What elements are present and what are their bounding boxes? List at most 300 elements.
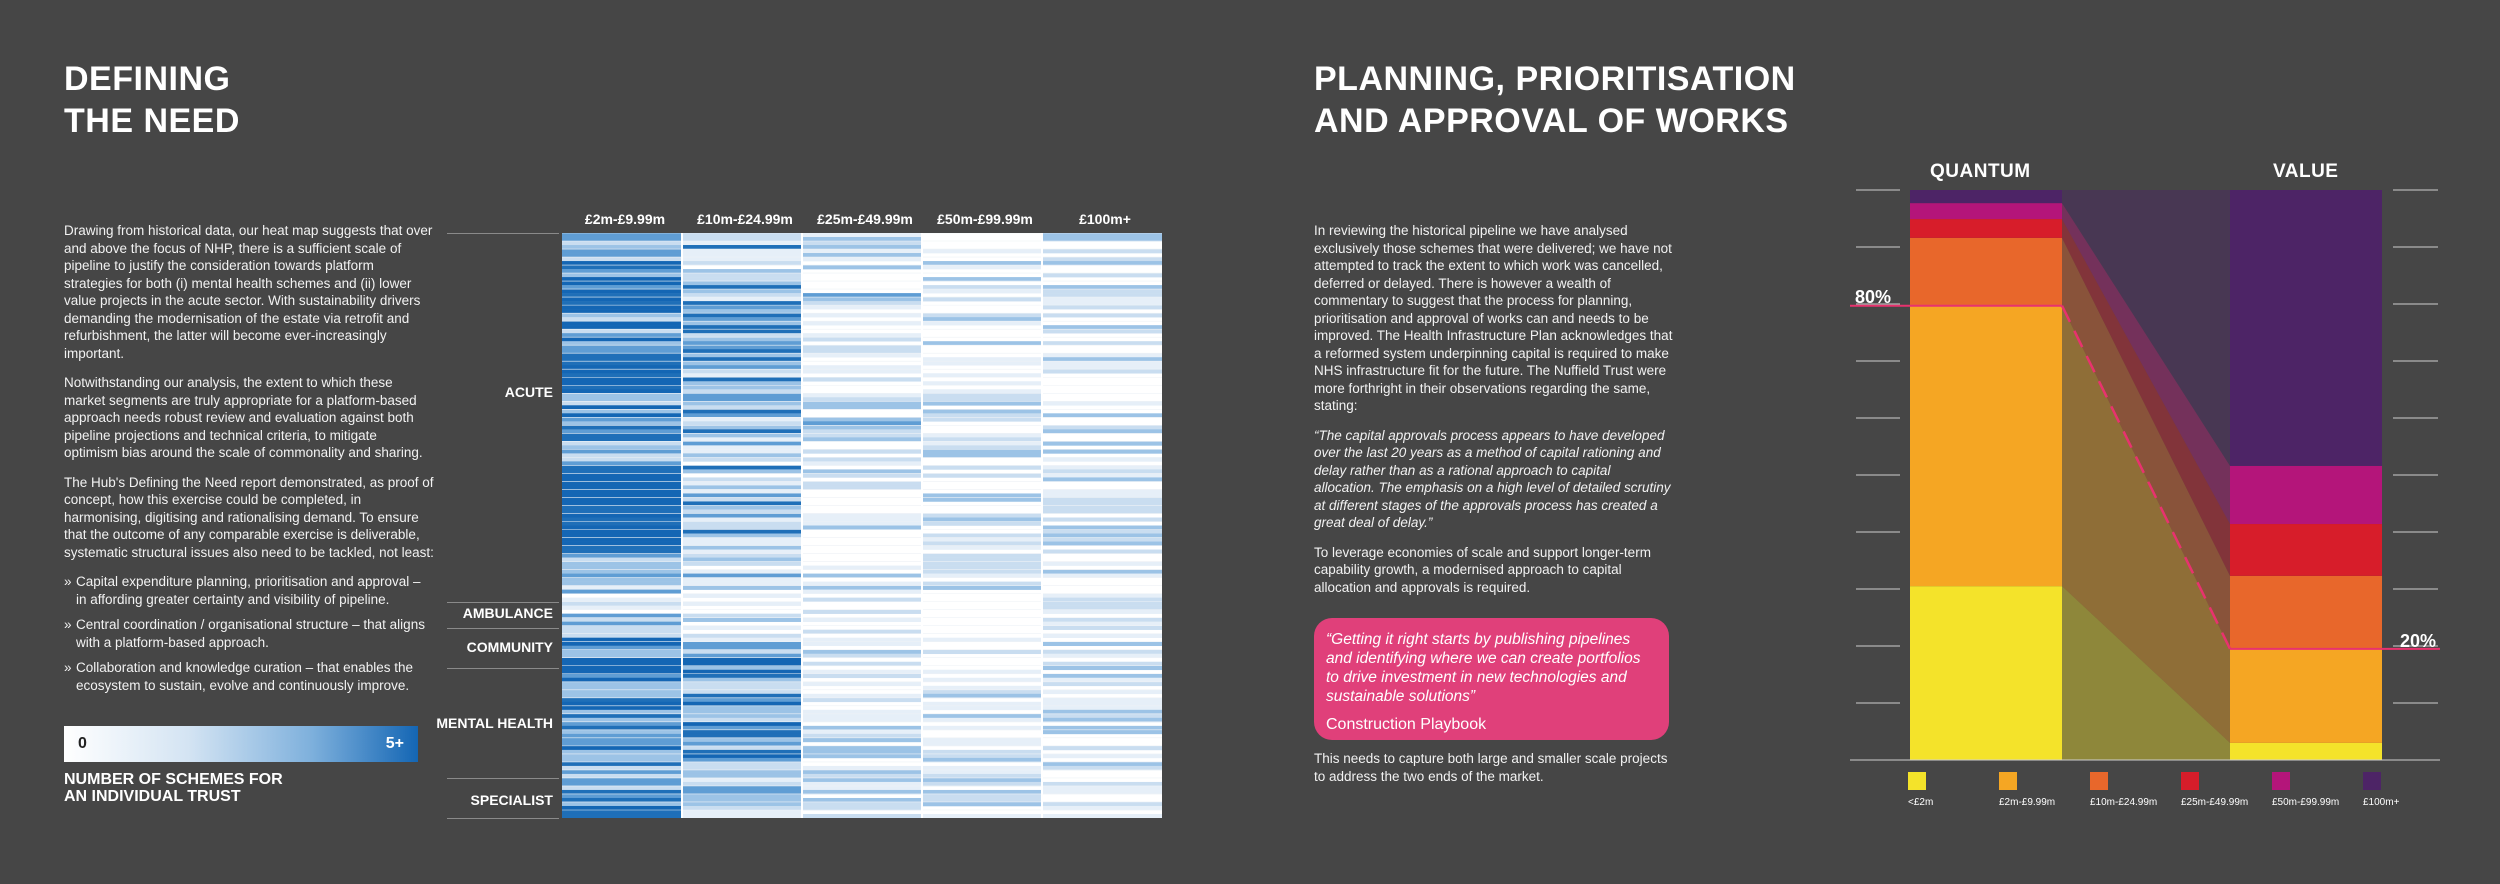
heatmap-cell	[562, 786, 682, 790]
legend-max-value: 5+	[385, 735, 404, 752]
heatmap-cell	[1042, 610, 1162, 614]
chart-bar-segment-value	[2230, 576, 2382, 649]
heatmap-cell	[802, 766, 922, 770]
heatmap-cell	[562, 421, 682, 425]
heatmap-cell	[682, 345, 802, 349]
heatmap-cell	[682, 297, 802, 301]
heatmap-cell	[922, 465, 1042, 469]
heatmap-cell	[562, 357, 682, 361]
heatmap-cell	[562, 401, 682, 405]
heatmap-cell	[562, 622, 682, 626]
heatmap-cell	[682, 626, 802, 630]
heatmap-cell	[562, 570, 682, 574]
paragraph: To leverage economies of scale and support longer-term capability growth, a modernised approach to capital allocation and approvals is required.	[1314, 544, 1651, 595]
heatmap-cell	[562, 762, 682, 766]
heatmap-cell	[682, 530, 802, 534]
heatmap-cell	[682, 517, 802, 521]
heatmap-cell	[922, 513, 1042, 517]
chart-bar-segment-value	[2230, 743, 2382, 760]
heatmap-cell	[922, 285, 1042, 289]
heatmap-cell	[682, 694, 802, 698]
heatmap-cell	[562, 433, 682, 437]
heatmap-cell	[802, 774, 922, 778]
heatmap-cell	[682, 381, 802, 385]
bullet-item: » Central coordination / organisational structure – that aligns with a platform-based approach.	[64, 616, 434, 651]
heatmap-cell	[562, 798, 682, 802]
heatmap-cell	[562, 353, 682, 357]
heatmap-cell	[682, 730, 802, 734]
heatmap-cell	[802, 429, 922, 433]
heatmap-cell	[922, 313, 1042, 317]
chart-legend-swatch	[2090, 772, 2108, 790]
chart-legend-label: <£2m	[1908, 797, 1934, 808]
heatmap-cell	[562, 449, 682, 453]
heatmap-cell	[802, 586, 922, 590]
heatmap-cell	[682, 521, 802, 525]
heatmap-cell	[562, 726, 682, 730]
heatmap-cell	[682, 245, 802, 249]
heatmap-cell	[1042, 369, 1162, 373]
callout-source: Construction Playbook	[1326, 716, 1487, 733]
heatmap-cell	[562, 377, 682, 381]
heatmap-cell	[682, 762, 802, 766]
heatmap-cell	[682, 353, 802, 357]
heatmap-cell	[562, 590, 682, 594]
heatmap-cell	[682, 538, 802, 542]
heatmap-cell	[682, 369, 802, 373]
heatmap-cell	[1042, 690, 1162, 694]
heatmap-cell	[682, 798, 802, 802]
heatmap-cell	[562, 349, 682, 353]
chart-bar-segment-value	[2230, 190, 2382, 466]
heatmap-cell	[682, 429, 802, 433]
heatmap-cell	[562, 638, 682, 642]
heatmap-cell	[682, 321, 802, 325]
heatmap-cell	[802, 638, 922, 642]
heatmap-cell	[802, 469, 922, 473]
heatmap-cell	[922, 774, 1042, 778]
heatmap-cell	[682, 445, 802, 449]
heatmap-cell	[922, 794, 1042, 798]
heatmap-row-label-mental-health: MENTAL HEALTH	[436, 715, 553, 731]
heatmap-cell	[682, 534, 802, 538]
heatmap-cell	[562, 534, 682, 538]
heatmap-cell	[802, 397, 922, 401]
heatmap-cell	[682, 698, 802, 702]
chart-legend-label: £10m-£24.99m	[2090, 797, 2158, 808]
heatmap-cell	[562, 654, 682, 658]
heatmap-cell	[682, 562, 802, 566]
heatmap-cell	[922, 277, 1042, 281]
heatmap-cell	[922, 770, 1042, 774]
heatmap-cell	[682, 674, 802, 678]
chart-bar-segment-quantum	[1910, 306, 2062, 586]
heatmap-cell	[922, 357, 1042, 361]
chart-bar-segment-quantum	[1910, 190, 2062, 203]
heatmap-cell	[682, 397, 802, 401]
heatmap-cell	[1042, 257, 1162, 261]
heatmap-cell	[562, 457, 682, 461]
heatmap-row-label-ambulance: AMBULANCE	[462, 605, 553, 621]
heatmap-cell	[1042, 698, 1162, 702]
heatmap-cell	[922, 397, 1042, 401]
heatmap-cell	[1042, 746, 1162, 750]
chart-annotation-20: 20%	[2400, 631, 2437, 651]
heatmap-cell	[802, 654, 922, 658]
paragraph: In reviewing the historical pipeline we have analysed exclusively those schemes that were delivered; we have not attempted to track the extent to which work was cancelled, deferred or delayed. There is however a wealth of commentary to suggest that the process for planning, prioritisation and approval of works can and needs to be improved. The Health Infrastructure Plan acknowledges that a reformed system underpinning capital is required to make NHS infrastructure fit for the future. The Nuffield Trust were more forthright in their observations regarding the same, stating:	[1314, 223, 1673, 413]
heatmap-cell	[682, 810, 802, 814]
heatmap-cell	[802, 582, 922, 586]
heatmap-cell	[922, 754, 1042, 758]
chart-bar-segment-value	[2230, 466, 2382, 524]
heatmap-cell	[1042, 237, 1162, 241]
heatmap-cell	[562, 578, 682, 582]
heatmap-cell	[682, 666, 802, 670]
heatmap-cell	[1042, 562, 1162, 566]
chart-bar-segment-quantum	[1910, 238, 2062, 306]
heatmap-cell	[562, 658, 682, 662]
heatmap-cell	[682, 293, 802, 297]
heatmap-cell	[682, 570, 802, 574]
heatmap-cell	[1042, 786, 1162, 790]
heatmap-cell	[1042, 674, 1162, 678]
heatmap-cell	[562, 782, 682, 786]
heatmap-cell	[562, 586, 682, 590]
heatmap-cell	[922, 297, 1042, 301]
heatmap-cell	[802, 521, 922, 525]
heatmap-cell	[682, 802, 802, 806]
heatmap-cell	[682, 349, 802, 353]
heatmap-cell	[562, 674, 682, 678]
chart-annotation-80: 80%	[1855, 287, 1892, 307]
heatmap-cell	[922, 798, 1042, 802]
heatmap-cell	[802, 610, 922, 614]
heatmap-cell	[562, 441, 682, 445]
heatmap-cell	[562, 489, 682, 493]
heatmap-cell	[682, 706, 802, 710]
heatmap-cell	[682, 686, 802, 690]
chart-bar-label-value: VALUE	[2273, 161, 2339, 182]
heatmap-cell	[562, 526, 682, 530]
heatmap-cell	[922, 317, 1042, 321]
chart-bar-segment-quantum	[1910, 203, 2062, 219]
heatmap-cell	[802, 449, 922, 453]
heatmap-cell	[1042, 782, 1162, 786]
heatmap-cell	[682, 469, 802, 473]
heatmap-cell	[1042, 762, 1162, 766]
heatmap-cell	[682, 710, 802, 714]
heatmap-cell	[682, 638, 802, 642]
heatmap-cell	[802, 814, 922, 818]
heatmap-cell	[562, 558, 682, 562]
heatmap-cell	[682, 301, 802, 305]
heatmap-cell	[1042, 261, 1162, 265]
heatmap-cell	[562, 694, 682, 698]
heatmap-cell	[922, 638, 1042, 642]
heatmap-cell	[802, 738, 922, 742]
heatmap-cell	[922, 433, 1042, 437]
heatmap-cell	[1042, 329, 1162, 333]
heatmap-cell	[1042, 754, 1162, 758]
heatmap-cell	[682, 814, 802, 818]
heatmap-cell	[682, 678, 802, 682]
heatmap-cell	[562, 297, 682, 301]
heatmap-cell	[562, 473, 682, 477]
legend-label-line: NUMBER OF SCHEMES FOR	[64, 771, 283, 788]
heatmap-cell	[562, 485, 682, 489]
heatmap-cell	[1042, 626, 1162, 630]
page-title-right	[1314, 58, 1796, 142]
heatmap-cell	[1042, 574, 1162, 578]
heatmap-cell	[682, 790, 802, 794]
heatmap-column-header: £10m-£24.99m	[697, 211, 793, 227]
heatmap-cell	[682, 421, 802, 425]
heatmap-cell	[682, 249, 802, 253]
heatmap-cell	[562, 309, 682, 313]
heatmap-cell	[682, 578, 802, 582]
heatmap-cell	[562, 493, 682, 497]
heatmap-cell	[922, 441, 1042, 445]
heatmap-cell	[1042, 718, 1162, 722]
heatmap-cell	[562, 317, 682, 321]
closing-text	[1314, 750, 1674, 797]
heatmap-cell	[562, 678, 682, 682]
heatmap-cell	[682, 393, 802, 397]
heatmap-cell	[562, 806, 682, 810]
heatmap-cell	[562, 265, 682, 269]
heatmap-cell	[1042, 726, 1162, 730]
heatmap-cell	[1042, 530, 1162, 534]
heatmap-cell	[682, 389, 802, 393]
heatmap-cell	[802, 257, 922, 261]
heatmap-cell	[922, 265, 1042, 269]
heatmap-cell	[562, 509, 682, 513]
heatmap-cell	[562, 413, 682, 417]
chart-legend-swatch	[2181, 772, 2199, 790]
heatmap-cell	[682, 257, 802, 261]
chart-bar-segment-quantum	[1910, 586, 2062, 760]
heatmap-cell	[1042, 526, 1162, 530]
heatmap-cell	[802, 321, 922, 325]
heatmap-cell	[922, 453, 1042, 457]
heatmap-cell	[562, 750, 682, 754]
heatmap-cell	[562, 706, 682, 710]
heatmap-cell	[562, 405, 682, 409]
heatmap-cell	[682, 734, 802, 738]
heatmap-cell	[562, 273, 682, 277]
heatmap-cell	[1042, 489, 1162, 493]
heatmap-cell	[1042, 570, 1162, 574]
heatmap-cell	[922, 694, 1042, 698]
heatmap-cell	[562, 730, 682, 734]
heatmap-cell	[682, 401, 802, 405]
heatmap-cell	[562, 345, 682, 349]
heatmap-column-header: £100m+	[1079, 211, 1131, 227]
heatmap-row-label-specialist: SPECIALIST	[470, 792, 553, 808]
chart-legend-item	[2181, 772, 2272, 808]
heatmap-cell	[562, 469, 682, 473]
heatmap-cell	[682, 750, 802, 754]
heatmap-cell	[802, 682, 922, 686]
heatmap-cell	[562, 381, 682, 385]
heatmap-cell	[562, 253, 682, 257]
title-line: AND APPROVAL OF WORKS	[1314, 102, 1789, 140]
heatmap-cell	[1042, 365, 1162, 369]
heatmap-cell	[1042, 650, 1162, 654]
heatmap-cell	[682, 273, 802, 277]
heatmap-cell	[922, 341, 1042, 345]
heatmap-cell	[922, 758, 1042, 762]
heatmap-cell	[682, 746, 802, 750]
heatmap-cell	[802, 473, 922, 477]
heatmap-cell	[802, 249, 922, 253]
heatmap-cell	[562, 738, 682, 742]
heatmap-cell	[682, 670, 802, 674]
chart-legend-swatch	[2363, 772, 2381, 790]
heatmap-cell	[562, 670, 682, 674]
bullet-item: » Capital expenditure planning, prioritisation and approval – in affording greater certainty and visibility of pipeline.	[64, 573, 434, 608]
heatmap-cell	[562, 245, 682, 249]
heatmap-cell	[802, 750, 922, 754]
heatmap-cell	[802, 526, 922, 530]
heatmap-cell	[802, 405, 922, 409]
heatmap-cell	[682, 618, 802, 622]
heatmap-cell	[562, 662, 682, 666]
heatmap-cell	[562, 285, 682, 289]
heatmap-separator	[447, 233, 559, 234]
bullet-item: » Collaboration and knowledge curation – that enables the ecosystem to sustain, evolve and continuously improve.	[64, 659, 434, 694]
heatmap-cell	[562, 465, 682, 469]
heatmap-cell	[802, 590, 922, 594]
heatmap-cell	[922, 814, 1042, 818]
heatmap-cell	[562, 810, 682, 814]
heatmap-cell	[1042, 401, 1162, 405]
heatmap-cell	[682, 714, 802, 718]
chart-bar-label-quantum: QUANTUM	[1930, 161, 2031, 182]
heatmap-cell	[682, 465, 802, 469]
heatmap-cell	[682, 457, 802, 461]
heatmap-cell	[682, 453, 802, 457]
chart-legend-label: £100m+	[2363, 797, 2400, 808]
heatmap-cell	[922, 554, 1042, 558]
heatmap-cell	[1042, 682, 1162, 686]
heatmap-cell	[562, 566, 682, 570]
heatmap-cell	[1042, 534, 1162, 538]
heatmap-cell	[922, 562, 1042, 566]
chart-legend-item	[2090, 772, 2181, 808]
heatmap-row-label-acute: ACUTE	[504, 384, 553, 400]
heatmap-cell	[562, 237, 682, 241]
heatmap-cell	[1042, 501, 1162, 505]
chart-legend-item	[2363, 772, 2454, 808]
heatmap-cell	[562, 538, 682, 542]
heatmap-cell	[1042, 806, 1162, 810]
heatmap-cell	[682, 501, 802, 505]
heatmap-cell	[562, 333, 682, 337]
heatmap-cell	[682, 738, 802, 742]
heatmap-cell	[922, 413, 1042, 417]
heatmap-cell	[802, 365, 922, 369]
heatmap-cell	[802, 241, 922, 245]
heatmap-cell	[1042, 425, 1162, 429]
heatmap-cell	[562, 361, 682, 365]
heatmap-cell	[802, 237, 922, 241]
heatmap-cell	[562, 409, 682, 413]
heatmap-cell	[922, 566, 1042, 570]
heatmap-cell	[1042, 538, 1162, 542]
heatmap-cell	[1042, 441, 1162, 445]
heatmap-cell	[682, 526, 802, 530]
heatmap-cell	[1042, 802, 1162, 806]
heatmap-cell	[1042, 497, 1162, 501]
heatmap-cell	[562, 437, 682, 441]
heatmap-cell	[922, 570, 1042, 574]
heatmap-cell	[802, 630, 922, 634]
paragraph: Notwithstanding our analysis, the extent to which these market segments are truly appropriate for a platform-based approach needs robust review and evaluation against both pipeline projections and technical criteria, to mitigate optimism bias around the scale of commonality and sharing.	[64, 375, 423, 460]
heatmap-cell	[802, 642, 922, 646]
heatmap-cell	[802, 513, 922, 517]
heatmap-cell	[682, 409, 802, 413]
heatmap-cell	[802, 798, 922, 802]
heatmap-cell	[682, 289, 802, 293]
heatmap-cell	[562, 642, 682, 646]
heatmap-cell	[682, 634, 802, 638]
heatmap-cell	[562, 313, 682, 317]
heatmap-cell	[682, 433, 802, 437]
heatmap-cell	[1042, 477, 1162, 481]
heatmap-cell	[802, 574, 922, 578]
heatmap-cell	[682, 253, 802, 257]
legend-label-line: AN INDIVIDUAL TRUST	[64, 788, 241, 805]
heatmap-cell	[682, 650, 802, 654]
heatmap-cell	[1042, 766, 1162, 770]
heatmap-cell	[562, 582, 682, 586]
heatmap-cell	[682, 313, 802, 317]
heatmap-cell	[922, 321, 1042, 325]
heatmap-column-header: £2m-£9.99m	[584, 211, 666, 227]
heatmap-separator	[447, 668, 559, 669]
heatmap-cell	[562, 321, 682, 325]
playbook-callout	[1314, 618, 1669, 740]
heatmap-cell	[562, 365, 682, 369]
heatmap-cell	[562, 305, 682, 309]
heatmap-cell	[682, 329, 802, 333]
heatmap-cell	[922, 714, 1042, 718]
heatmap-cell	[802, 349, 922, 353]
heatmap-cell	[562, 389, 682, 393]
heatmap-cell	[922, 449, 1042, 453]
heatmap-cell	[922, 782, 1042, 786]
heatmap-cell	[562, 630, 682, 634]
heatmap-cell	[562, 546, 682, 550]
heatmap-cell	[682, 662, 802, 666]
heatmap-cell	[562, 261, 682, 265]
heatmap-cell	[1042, 305, 1162, 309]
heatmap-cell	[562, 802, 682, 806]
heatmap-cell	[562, 650, 682, 654]
heatmap-cell	[802, 313, 922, 317]
heatmap-cell	[562, 233, 682, 237]
chart-legend-label: £50m-£99.99m	[2272, 797, 2340, 808]
paragraph: The Hub's Defining the Need report demonstrated, as proof of concept, how this exercise could be completed, in harmonising, digitising and rationalising demand. To ensure that the outcome of any comparable exercise is deliverable, systematic structural issues also need to be tackled, not least:	[64, 474, 434, 560]
heatmap-cell	[802, 293, 922, 297]
heatmap-cell	[802, 433, 922, 437]
heatmap-cell	[1042, 598, 1162, 602]
bullet-list	[64, 573, 434, 694]
heatmap-cell	[562, 714, 682, 718]
heatmap-cell	[802, 265, 922, 269]
heatmap-cell	[682, 594, 802, 598]
